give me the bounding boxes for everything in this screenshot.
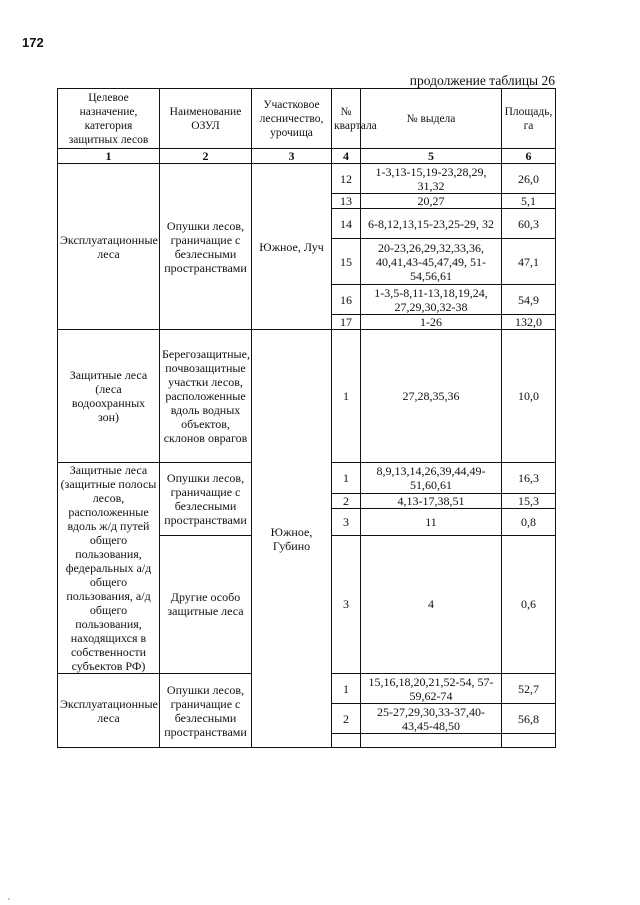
area-cell: 10,0 (502, 330, 556, 463)
ozul-cell: Берегозащитные, почвозащитные участки лесов, расположенные вдоль водных объектов, склонов оврагов (160, 330, 252, 463)
area-cell: 26,0 (502, 164, 556, 194)
vydel-cell-empty (361, 734, 502, 748)
area-cell: 132,0 (502, 315, 556, 330)
vydel-cell: 1-26 (361, 315, 502, 330)
area-cell: 0,6 (502, 535, 556, 673)
vydel-cell: 8,9,13,14,26,39,44,49- 51,60,61 (361, 463, 502, 494)
quarter-cell: 16 (332, 285, 361, 315)
quarter-cell: 1 (332, 674, 361, 704)
column-number: 3 (252, 149, 332, 164)
vydel-cell: 4,13-17,38,51 (361, 493, 502, 508)
area-cell: 16,3 (502, 463, 556, 494)
area-cell: 60,3 (502, 209, 556, 239)
area-cell: 15,3 (502, 493, 556, 508)
header-ozul: Наименование ОЗУЛ (160, 89, 252, 149)
quarter-cell: 14 (332, 209, 361, 239)
column-number-row (58, 149, 556, 164)
vydel-cell: 27,28,35,36 (361, 330, 502, 463)
area-cell: 54,9 (502, 285, 556, 315)
column-number: 1 (58, 149, 160, 164)
quarter-cell: 2 (332, 493, 361, 508)
vydel-cell: 1-3,13-15,19-23,28,29, 31,32 (361, 164, 502, 194)
quarter-cell: 12 (332, 164, 361, 194)
area-cell-empty (502, 734, 556, 748)
page-number: 172 (22, 35, 44, 50)
vydel-cell: 1-3,5-8,11-13,18,19,24, 27,29,30,32-38 (361, 285, 502, 315)
area-cell: 5,1 (502, 194, 556, 209)
vydel-cell: 11 (361, 509, 502, 536)
header-purpose: Целевое назначение, категория защитных лесов (58, 89, 160, 149)
quarter-cell: 1 (332, 463, 361, 494)
vydel-cell: 15,16,18,20,21,52-54, 57-59,62-74 (361, 674, 502, 704)
table-row (58, 330, 556, 463)
column-number: 2 (160, 149, 252, 164)
quarter-cell: 1 (332, 330, 361, 463)
forestry-cell: Южное, Луч (252, 164, 332, 330)
ozul-cell: Опушки лесов, граничащие с безлесными пространствами (160, 674, 252, 748)
table-row (58, 164, 556, 194)
vydel-cell: 20,27 (361, 194, 502, 209)
area-cell: 0,8 (502, 509, 556, 536)
ozul-cell: Другие особо защитные леса (160, 535, 252, 673)
forest-table (57, 88, 556, 748)
quarter-cell: 13 (332, 194, 361, 209)
ozul-cell: Опушки лесов, граничащие с безлесными пространствами (160, 164, 252, 330)
quarter-cell: 3 (332, 509, 361, 536)
vydel-cell: 20-23,26,29,32,33,36, 40,41,43-45,47,49, 51-54,56,61 (361, 239, 502, 285)
table-continuation-caption: продолжение таблицы 26 (409, 73, 555, 88)
vydel-cell: 6-8,12,13,15-23,25-29, 32 (361, 209, 502, 239)
header-forestry: Участковое лесничество, урочища (252, 89, 332, 149)
purpose-cell: Защитные леса (леса водоохранных зон) (58, 330, 160, 463)
column-number: 5 (361, 149, 502, 164)
header-row (58, 89, 556, 149)
column-number: 6 (502, 149, 556, 164)
column-number: 4 (332, 149, 361, 164)
quarter-cell: 15 (332, 239, 361, 285)
purpose-cell: Эксплуатационные леса (58, 164, 160, 330)
area-cell: 56,8 (502, 704, 556, 734)
quarter-cell: 17 (332, 315, 361, 330)
purpose-cell: Защитные леса (защитные полосы лесов, расположенные вдоль ж/д путей общего пользования, федеральных а/д общего пользования, а/д общего пользования, находящихся в собственности субъектов РФ) (58, 463, 160, 674)
area-cell: 52,7 (502, 674, 556, 704)
quarter-cell: 2 (332, 704, 361, 734)
area-cell: 47,1 (502, 239, 556, 285)
ozul-cell: Опушки лесов, граничащие с безлесными пространствами (160, 463, 252, 536)
purpose-cell: Эксплуатационные леса (58, 674, 160, 748)
quarter-cell: 3 (332, 535, 361, 673)
forestry-cell: Южное, Губино (252, 330, 332, 748)
vydel-cell: 25-27,29,30,33-37,40- 43,45-48,50 (361, 704, 502, 734)
scan-mark: , (8, 892, 10, 901)
header-area: Площадь, га (502, 89, 556, 149)
header-vydel: № выдела (361, 89, 502, 149)
header-quarter: № квартала (332, 89, 361, 149)
quarter-cell-empty (332, 734, 361, 748)
vydel-cell: 4 (361, 535, 502, 673)
